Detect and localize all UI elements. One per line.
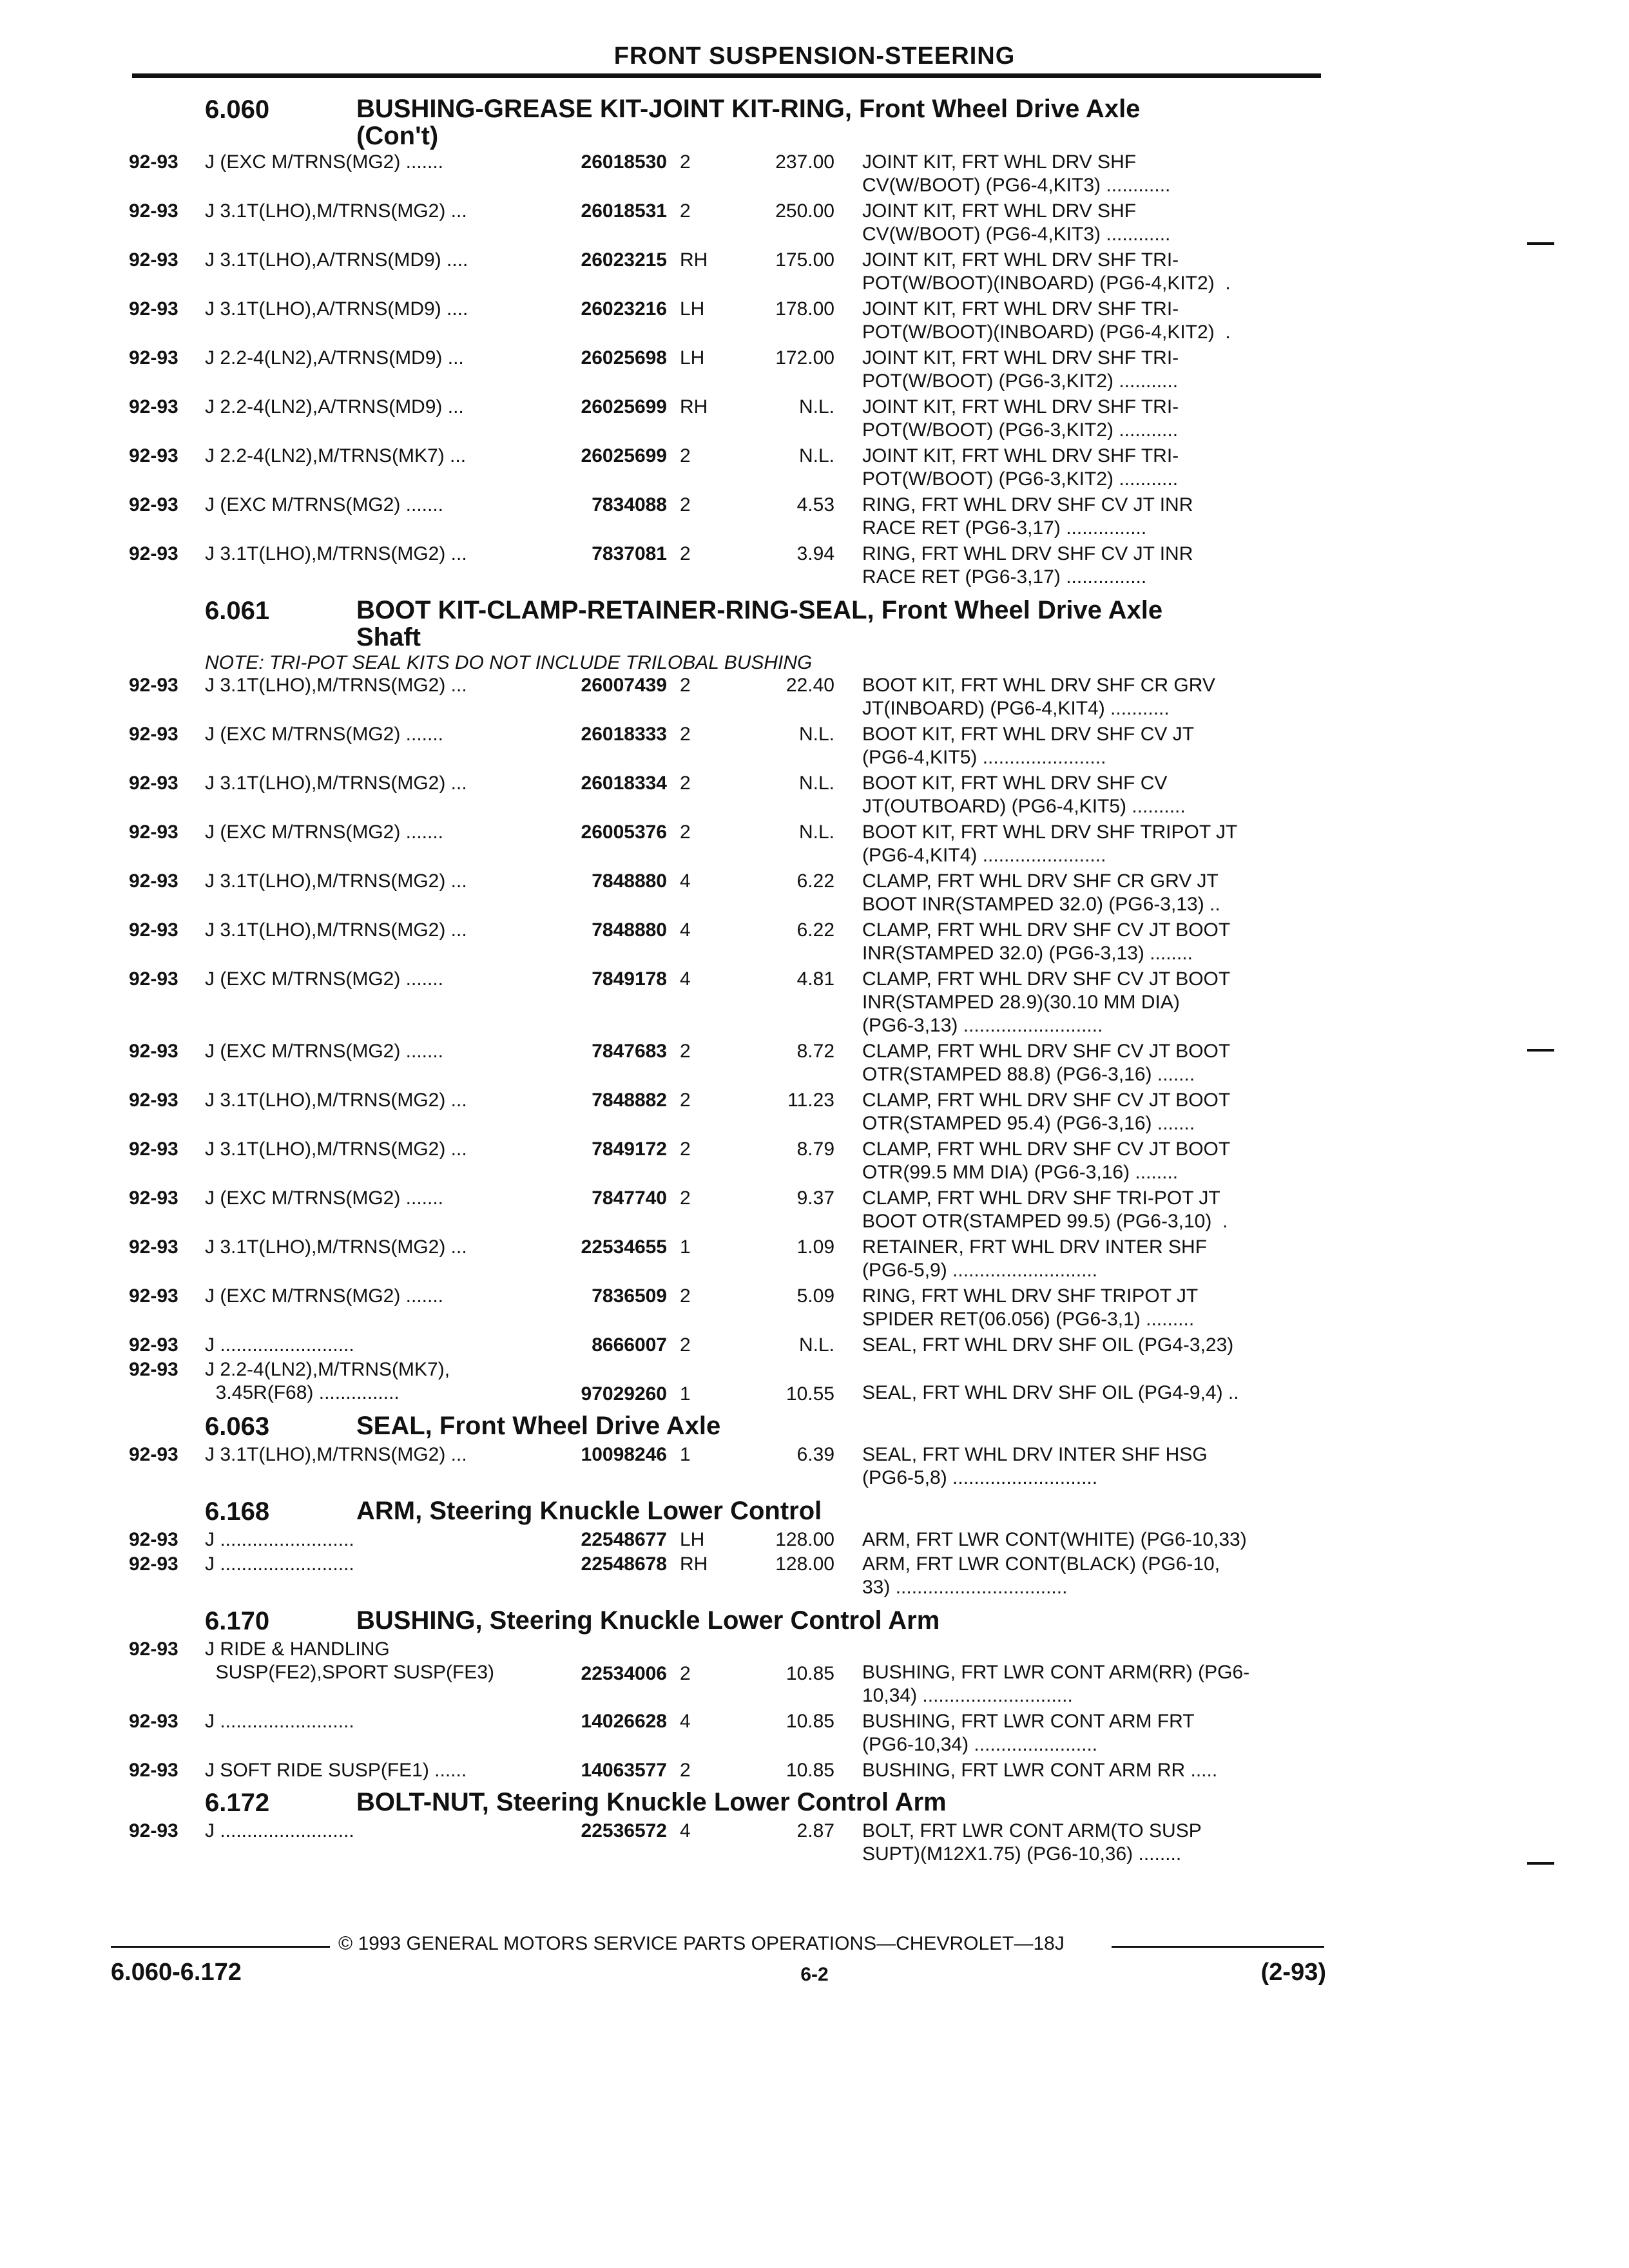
row-quantity: 2 [680, 543, 691, 564]
section-title: ARM, Steering Knuckle Lower Control [356, 1497, 822, 1525]
row-quantity: 2 [680, 1041, 691, 1062]
row-part-number: 26018530 [581, 151, 667, 173]
row-model: J ......................... [205, 1553, 354, 1575]
parts-row [0, 772, 1629, 820]
section-number: 6.060 [205, 95, 270, 124]
row-quantity: 2 [680, 1285, 691, 1307]
row-part-number: 7834088 [592, 494, 667, 515]
row-model: J (EXC M/TRNS(MG2) ....... [205, 1187, 444, 1209]
parts-row [0, 494, 1629, 541]
footer-section-range: 6.060-6.172 [111, 1959, 242, 1986]
row-description: BOOT KIT, FRT WHL DRV SHF CV JT (PG6-4,KIT5) ....................... [862, 724, 1195, 768]
row-model: J (EXC M/TRNS(MG2) ....... [205, 1041, 444, 1062]
section-heading [0, 95, 1629, 151]
section-title: BUSHING-GREASE KIT-JOINT KIT-RING, Front Wheel Drive Axle (Con't) [356, 95, 1141, 150]
row-year: 92-93 [129, 249, 178, 271]
row-part-number: 7847683 [592, 1041, 667, 1062]
parts-row [0, 821, 1629, 869]
parts-row [0, 1236, 1629, 1283]
parts-row [0, 1710, 1629, 1758]
parts-row [0, 445, 1629, 492]
row-part-number: 8666007 [592, 1334, 667, 1356]
row-model: J ......................... [205, 1711, 354, 1732]
row-description: JOINT KIT, FRT WHL DRV SHF TRI- POT(W/BOOT)(INBOARD) (PG6-4,KIT2) . [862, 249, 1231, 294]
row-part-number: 7848880 [592, 919, 667, 941]
parts-row [0, 298, 1629, 345]
parts-row [0, 396, 1629, 443]
row-quantity: 2 [680, 1187, 691, 1209]
row-model: J RIDE & HANDLING SUSP(FE2),SPORT SUSP(FE3) [205, 1639, 494, 1683]
margin-mark [1527, 1862, 1554, 1865]
row-year: 92-93 [129, 724, 178, 745]
row-price: N.L. [798, 396, 834, 418]
row-part-number: 14026628 [581, 1711, 667, 1732]
row-year: 92-93 [129, 445, 178, 466]
row-model: J 3.1T(LHO),M/TRNS(MG2) ... [205, 1090, 467, 1111]
page-header-title: FRONT SUSPENSION-STEERING [613, 43, 1016, 70]
row-price: 237.00 [775, 151, 834, 173]
row-description: JOINT KIT, FRT WHL DRV SHF TRI- POT(W/BOOT) (PG6-3,KIT2) ........... [862, 445, 1179, 490]
row-price: 9.37 [796, 1187, 834, 1209]
row-year: 92-93 [129, 1359, 178, 1380]
row-part-number: 22548678 [581, 1553, 667, 1575]
row-model: J SOFT RIDE SUSP(FE1) ...... [205, 1760, 467, 1781]
row-year: 92-93 [129, 1820, 178, 1841]
row-price: 10.85 [786, 1711, 834, 1732]
row-description: CLAMP, FRT WHL DRV SHF CR GRV JT BOOT INR(STAMPED 32.0) (PG6-3,13) .. [862, 870, 1220, 915]
row-description: SEAL, FRT WHL DRV SHF OIL (PG4-9,4) .. [862, 1382, 1239, 1403]
row-quantity: 1 [680, 1236, 691, 1258]
parts-row [0, 200, 1629, 247]
row-part-number: 26025699 [581, 396, 667, 418]
row-model: J (EXC M/TRNS(MG2) ....... [205, 1285, 444, 1307]
row-quantity: 4 [680, 870, 691, 892]
parts-row [0, 1638, 1629, 1709]
parts-row [0, 1358, 1629, 1406]
row-price: 3.94 [796, 543, 834, 564]
parts-row [0, 919, 1629, 966]
row-description: BOOT KIT, FRT WHL DRV SHF CR GRV JT(INBOARD) (PG6-4,KIT4) ........... [862, 675, 1215, 719]
row-quantity: RH [680, 396, 708, 418]
row-year: 92-93 [129, 1285, 178, 1307]
parts-row [0, 968, 1629, 1039]
row-model: J (EXC M/TRNS(MG2) ....... [205, 968, 444, 990]
row-part-number: 14063577 [581, 1760, 667, 1781]
row-year: 92-93 [129, 1760, 178, 1781]
section-heading [0, 1497, 1629, 1528]
parts-row [0, 1187, 1629, 1235]
row-model: J 2.2-4(LN2),M/TRNS(MK7), 3.45R(F68) ............... [205, 1359, 450, 1403]
row-year: 92-93 [129, 1529, 178, 1550]
row-part-number: 7848880 [592, 870, 667, 892]
row-price: 4.81 [796, 968, 834, 990]
parts-row [0, 347, 1629, 394]
margin-mark [1527, 1049, 1554, 1052]
row-quantity: 2 [680, 1139, 691, 1160]
row-model: J (EXC M/TRNS(MG2) ....... [205, 494, 444, 515]
section-title: BOOT KIT-CLAMP-RETAINER-RING-SEAL, Front Wheel Drive Axle Shaft [356, 596, 1163, 651]
section-heading [0, 1789, 1629, 1820]
row-quantity: LH [680, 298, 705, 320]
row-model: J 2.2-4(LN2),A/TRNS(MD9) ... [205, 396, 464, 418]
parts-row [0, 1285, 1629, 1332]
row-price: N.L. [798, 1334, 834, 1356]
row-part-number: 22536572 [581, 1820, 667, 1841]
catalog-section [0, 1412, 1629, 1491]
row-price: 8.79 [796, 1139, 834, 1160]
row-year: 92-93 [129, 543, 178, 564]
section-note [0, 652, 1629, 674]
row-description: SEAL, FRT WHL DRV SHF OIL (PG4-3,23) [862, 1334, 1234, 1356]
row-part-number: 26018531 [581, 200, 667, 222]
row-description: CLAMP, FRT WHL DRV SHF CV JT BOOT OTR(STAMPED 88.8) (PG6-3,16) ....... [862, 1041, 1231, 1085]
row-part-number: 10098246 [581, 1444, 667, 1465]
row-quantity: RH [680, 1553, 708, 1575]
row-part-number: 26018333 [581, 724, 667, 745]
header-rule [132, 73, 1321, 78]
row-quantity: LH [680, 347, 705, 369]
row-description: RING, FRT WHL DRV SHF CV JT INR RACE RET (PG6-3,17) ............... [862, 543, 1193, 588]
row-year: 92-93 [129, 773, 178, 794]
row-model: J 3.1T(LHO),M/TRNS(MG2) ... [205, 200, 467, 222]
row-price: 6.39 [796, 1444, 834, 1465]
row-price: 4.53 [796, 494, 834, 515]
catalog-section [0, 597, 1629, 1406]
section-number: 6.170 [205, 1607, 270, 1635]
parts-row [0, 1553, 1629, 1600]
row-quantity: 1 [680, 1383, 691, 1405]
row-price: 5.09 [796, 1285, 834, 1307]
row-model: J 3.1T(LHO),M/TRNS(MG2) ... [205, 675, 467, 696]
row-description: CLAMP, FRT WHL DRV SHF CV JT BOOT OTR(STAMPED 95.4) (PG6-3,16) ....... [862, 1090, 1231, 1134]
row-price: 11.23 [787, 1090, 834, 1111]
parts-row [0, 870, 1629, 918]
row-model: J (EXC M/TRNS(MG2) ....... [205, 151, 444, 173]
catalog-section [0, 1789, 1629, 1867]
row-quantity: 2 [680, 445, 691, 466]
row-model: J 3.1T(LHO),M/TRNS(MG2) ... [205, 870, 467, 892]
row-year: 92-93 [129, 1334, 178, 1356]
section-heading [0, 1607, 1629, 1638]
row-model: J 3.1T(LHO),A/TRNS(MD9) .... [205, 249, 468, 271]
row-description: ARM, FRT LWR CONT(BLACK) (PG6-10, 33) ................................ [862, 1553, 1220, 1598]
row-year: 92-93 [129, 1041, 178, 1062]
row-quantity: 2 [680, 1090, 691, 1111]
section-number: 6.172 [205, 1789, 270, 1817]
row-description: BOLT, FRT LWR CONT ARM(TO SUSP SUPT)(M12X1.75) (PG6-10,36) ........ [862, 1820, 1202, 1865]
row-model: J ......................... [205, 1820, 354, 1841]
row-part-number: 22534006 [581, 1663, 667, 1684]
row-price: 6.22 [796, 870, 834, 892]
row-price: 250.00 [775, 200, 834, 222]
parts-row [0, 1089, 1629, 1137]
row-part-number: 26005376 [581, 822, 667, 843]
row-price: N.L. [798, 445, 834, 466]
row-description: JOINT KIT, FRT WHL DRV SHF CV(W/BOOT) (PG6-4,KIT3) ............ [862, 200, 1171, 245]
section-note-text: NOTE: TRI-POT SEAL KITS DO NOT INCLUDE TRILOBAL BUSHING [205, 652, 813, 673]
footer-date-code: (2-93) [1260, 1959, 1326, 1986]
row-description: BOOT KIT, FRT WHL DRV SHF TRIPOT JT (PG6-4,KIT4) ....................... [862, 822, 1238, 866]
row-price: 128.00 [775, 1529, 834, 1550]
row-quantity: 2 [680, 494, 691, 515]
row-quantity: 2 [680, 773, 691, 794]
row-price: 172.00 [775, 347, 834, 369]
row-description: ARM, FRT LWR CONT(WHITE) (PG6-10,33) [862, 1529, 1247, 1550]
row-part-number: 7849178 [592, 968, 667, 990]
row-year: 92-93 [129, 919, 178, 941]
row-price: 1.09 [796, 1236, 834, 1258]
row-model: J 2.2-4(LN2),M/TRNS(MK7) ... [205, 445, 467, 466]
row-quantity: 4 [680, 1820, 691, 1841]
row-year: 92-93 [129, 1139, 178, 1160]
row-part-number: 7848882 [592, 1090, 667, 1111]
row-year: 92-93 [129, 1236, 178, 1258]
row-year: 92-93 [129, 151, 178, 173]
row-price: 128.00 [775, 1553, 834, 1575]
row-year: 92-93 [129, 1553, 178, 1575]
row-quantity: 4 [680, 968, 691, 990]
row-quantity: 2 [680, 724, 691, 745]
row-quantity: 2 [680, 822, 691, 843]
catalog-section [0, 95, 1629, 590]
parts-row [0, 1443, 1629, 1491]
row-part-number: 26025699 [581, 445, 667, 466]
row-price: 2.87 [796, 1820, 834, 1841]
row-year: 92-93 [129, 675, 178, 696]
parts-row [0, 543, 1629, 590]
row-price: 8.72 [796, 1041, 834, 1062]
row-year: 92-93 [129, 200, 178, 222]
row-quantity: 4 [680, 1711, 691, 1732]
row-year: 92-93 [129, 1090, 178, 1111]
row-year: 92-93 [129, 1444, 178, 1465]
row-description: RING, FRT WHL DRV SHF TRIPOT JT SPIDER RET(06.056) (PG6-3,1) ......... [862, 1285, 1199, 1330]
parts-row [0, 1759, 1629, 1782]
parts-row [0, 151, 1629, 198]
section-number: 6.168 [205, 1497, 270, 1526]
footer-rule-right [1112, 1946, 1324, 1948]
row-description: BUSHING, FRT LWR CONT ARM RR ..... [862, 1760, 1218, 1781]
row-description: BUSHING, FRT LWR CONT ARM(RR) (PG6- 10,34) ............................ [862, 1662, 1250, 1706]
row-model: J 3.1T(LHO),M/TRNS(MG2) ... [205, 919, 467, 941]
margin-mark [1527, 242, 1554, 245]
row-description: JOINT KIT, FRT WHL DRV SHF CV(W/BOOT) (PG6-4,KIT3) ............ [862, 151, 1171, 196]
parts-row [0, 723, 1629, 771]
row-description: CLAMP, FRT WHL DRV SHF TRI-POT JT BOOT OTR(STAMPED 99.5) (PG6-3,10) . [862, 1187, 1228, 1232]
row-description: BUSHING, FRT LWR CONT ARM FRT (PG6-10,34) ....................... [862, 1711, 1195, 1755]
row-model: J (EXC M/TRNS(MG2) ....... [205, 822, 444, 843]
row-model: J 3.1T(LHO),A/TRNS(MD9) .... [205, 298, 468, 320]
row-quantity: 2 [680, 1663, 691, 1684]
footer-page-number: 6-2 [800, 1964, 829, 1985]
parts-row [0, 674, 1629, 722]
row-model: J 3.1T(LHO),M/TRNS(MG2) ... [205, 773, 467, 794]
catalog-section [0, 1497, 1629, 1600]
row-part-number: 22548677 [581, 1529, 667, 1550]
row-part-number: 7847740 [592, 1187, 667, 1209]
parts-row [0, 1820, 1629, 1867]
row-model: J (EXC M/TRNS(MG2) ....... [205, 724, 444, 745]
section-title: SEAL, Front Wheel Drive Axle [356, 1412, 721, 1440]
row-price: N.L. [798, 822, 834, 843]
row-part-number: 26007439 [581, 675, 667, 696]
row-description: RING, FRT WHL DRV SHF CV JT INR RACE RET (PG6-3,17) ............... [862, 494, 1193, 539]
row-price: N.L. [798, 773, 834, 794]
row-year: 92-93 [129, 870, 178, 892]
row-year: 92-93 [129, 1187, 178, 1209]
row-year: 92-93 [129, 396, 178, 418]
parts-row [0, 1138, 1629, 1186]
row-quantity: 2 [680, 675, 691, 696]
catalog-section [0, 1607, 1629, 1782]
row-model: J ......................... [205, 1334, 354, 1356]
row-price: 178.00 [775, 298, 834, 320]
row-year: 92-93 [129, 968, 178, 990]
catalog-content [0, 89, 1629, 1869]
row-part-number: 97029260 [581, 1383, 667, 1405]
row-description: JOINT KIT, FRT WHL DRV SHF TRI- POT(W/BOOT) (PG6-3,KIT2) ........... [862, 347, 1179, 392]
row-part-number: 26023215 [581, 249, 667, 271]
row-quantity: 2 [680, 1760, 691, 1781]
row-model: J 2.2-4(LN2),A/TRNS(MD9) ... [205, 347, 464, 369]
row-price: 22.40 [786, 675, 834, 696]
row-description: CLAMP, FRT WHL DRV SHF CV JT BOOT INR(STAMPED 28.9)(30.10 MM DIA) (PG6-3,13) .......................... [862, 968, 1231, 1036]
row-price: N.L. [798, 724, 834, 745]
row-year: 92-93 [129, 298, 178, 320]
parts-row [0, 1528, 1629, 1552]
row-part-number: 7849172 [592, 1139, 667, 1160]
footer-rule-left [111, 1946, 330, 1948]
row-year: 92-93 [129, 347, 178, 369]
row-description: SEAL, FRT WHL DRV INTER SHF HSG (PG6-5,8) ........................... [862, 1444, 1208, 1488]
row-quantity: 2 [680, 200, 691, 222]
row-year: 92-93 [129, 1639, 178, 1660]
section-number: 6.061 [205, 597, 270, 625]
section-heading [0, 597, 1629, 652]
row-year: 92-93 [129, 1711, 178, 1732]
footer-copyright: © 1993 GENERAL MOTORS SERVICE PARTS OPERATIONS—CHEVROLET—18J [338, 1933, 1065, 1954]
row-price: 10.85 [786, 1663, 834, 1684]
row-price: 10.55 [786, 1383, 834, 1405]
row-description: JOINT KIT, FRT WHL DRV SHF TRI- POT(W/BOOT)(INBOARD) (PG6-4,KIT2) . [862, 298, 1231, 343]
row-quantity: 2 [680, 1334, 691, 1356]
row-part-number: 7836509 [592, 1285, 667, 1307]
row-quantity: RH [680, 249, 708, 271]
row-description: CLAMP, FRT WHL DRV SHF CV JT BOOT INR(STAMPED 32.0) (PG6-3,13) ........ [862, 919, 1231, 964]
row-description: JOINT KIT, FRT WHL DRV SHF TRI- POT(W/BOOT) (PG6-3,KIT2) ........... [862, 396, 1179, 441]
row-model: J 3.1T(LHO),M/TRNS(MG2) ... [205, 1139, 467, 1160]
parts-row [0, 249, 1629, 296]
row-part-number: 22534655 [581, 1236, 667, 1258]
row-part-number: 26023216 [581, 298, 667, 320]
row-model: J 3.1T(LHO),M/TRNS(MG2) ... [205, 1444, 467, 1465]
row-price: 10.85 [786, 1760, 834, 1781]
parts-row [0, 1040, 1629, 1088]
row-part-number: 26025698 [581, 347, 667, 369]
row-description: CLAMP, FRT WHL DRV SHF CV JT BOOT OTR(99.5 MM DIA) (PG6-3,16) ........ [862, 1139, 1231, 1183]
row-price: 6.22 [796, 919, 834, 941]
row-model: J ......................... [205, 1529, 354, 1550]
row-description: RETAINER, FRT WHL DRV INTER SHF (PG6-5,9) ........................... [862, 1236, 1208, 1281]
row-year: 92-93 [129, 494, 178, 515]
section-heading [0, 1412, 1629, 1443]
row-quantity: 2 [680, 151, 691, 173]
parts-row [0, 1334, 1629, 1357]
row-model: J 3.1T(LHO),M/TRNS(MG2) ... [205, 1236, 467, 1258]
row-quantity: 4 [680, 919, 691, 941]
row-part-number: 26018334 [581, 773, 667, 794]
row-model: J 3.1T(LHO),M/TRNS(MG2) ... [205, 543, 467, 564]
row-quantity: LH [680, 1529, 705, 1550]
row-part-number: 7837081 [592, 543, 667, 564]
section-number: 6.063 [205, 1412, 270, 1441]
row-quantity: 1 [680, 1444, 691, 1465]
row-price: 175.00 [775, 249, 834, 271]
row-year: 92-93 [129, 822, 178, 843]
row-description: BOOT KIT, FRT WHL DRV SHF CV JT(OUTBOARD) (PG6-4,KIT5) .......... [862, 773, 1186, 817]
section-title: BUSHING, Steering Knuckle Lower Control Arm [356, 1606, 940, 1635]
section-title: BOLT-NUT, Steering Knuckle Lower Control Arm [356, 1788, 947, 1816]
